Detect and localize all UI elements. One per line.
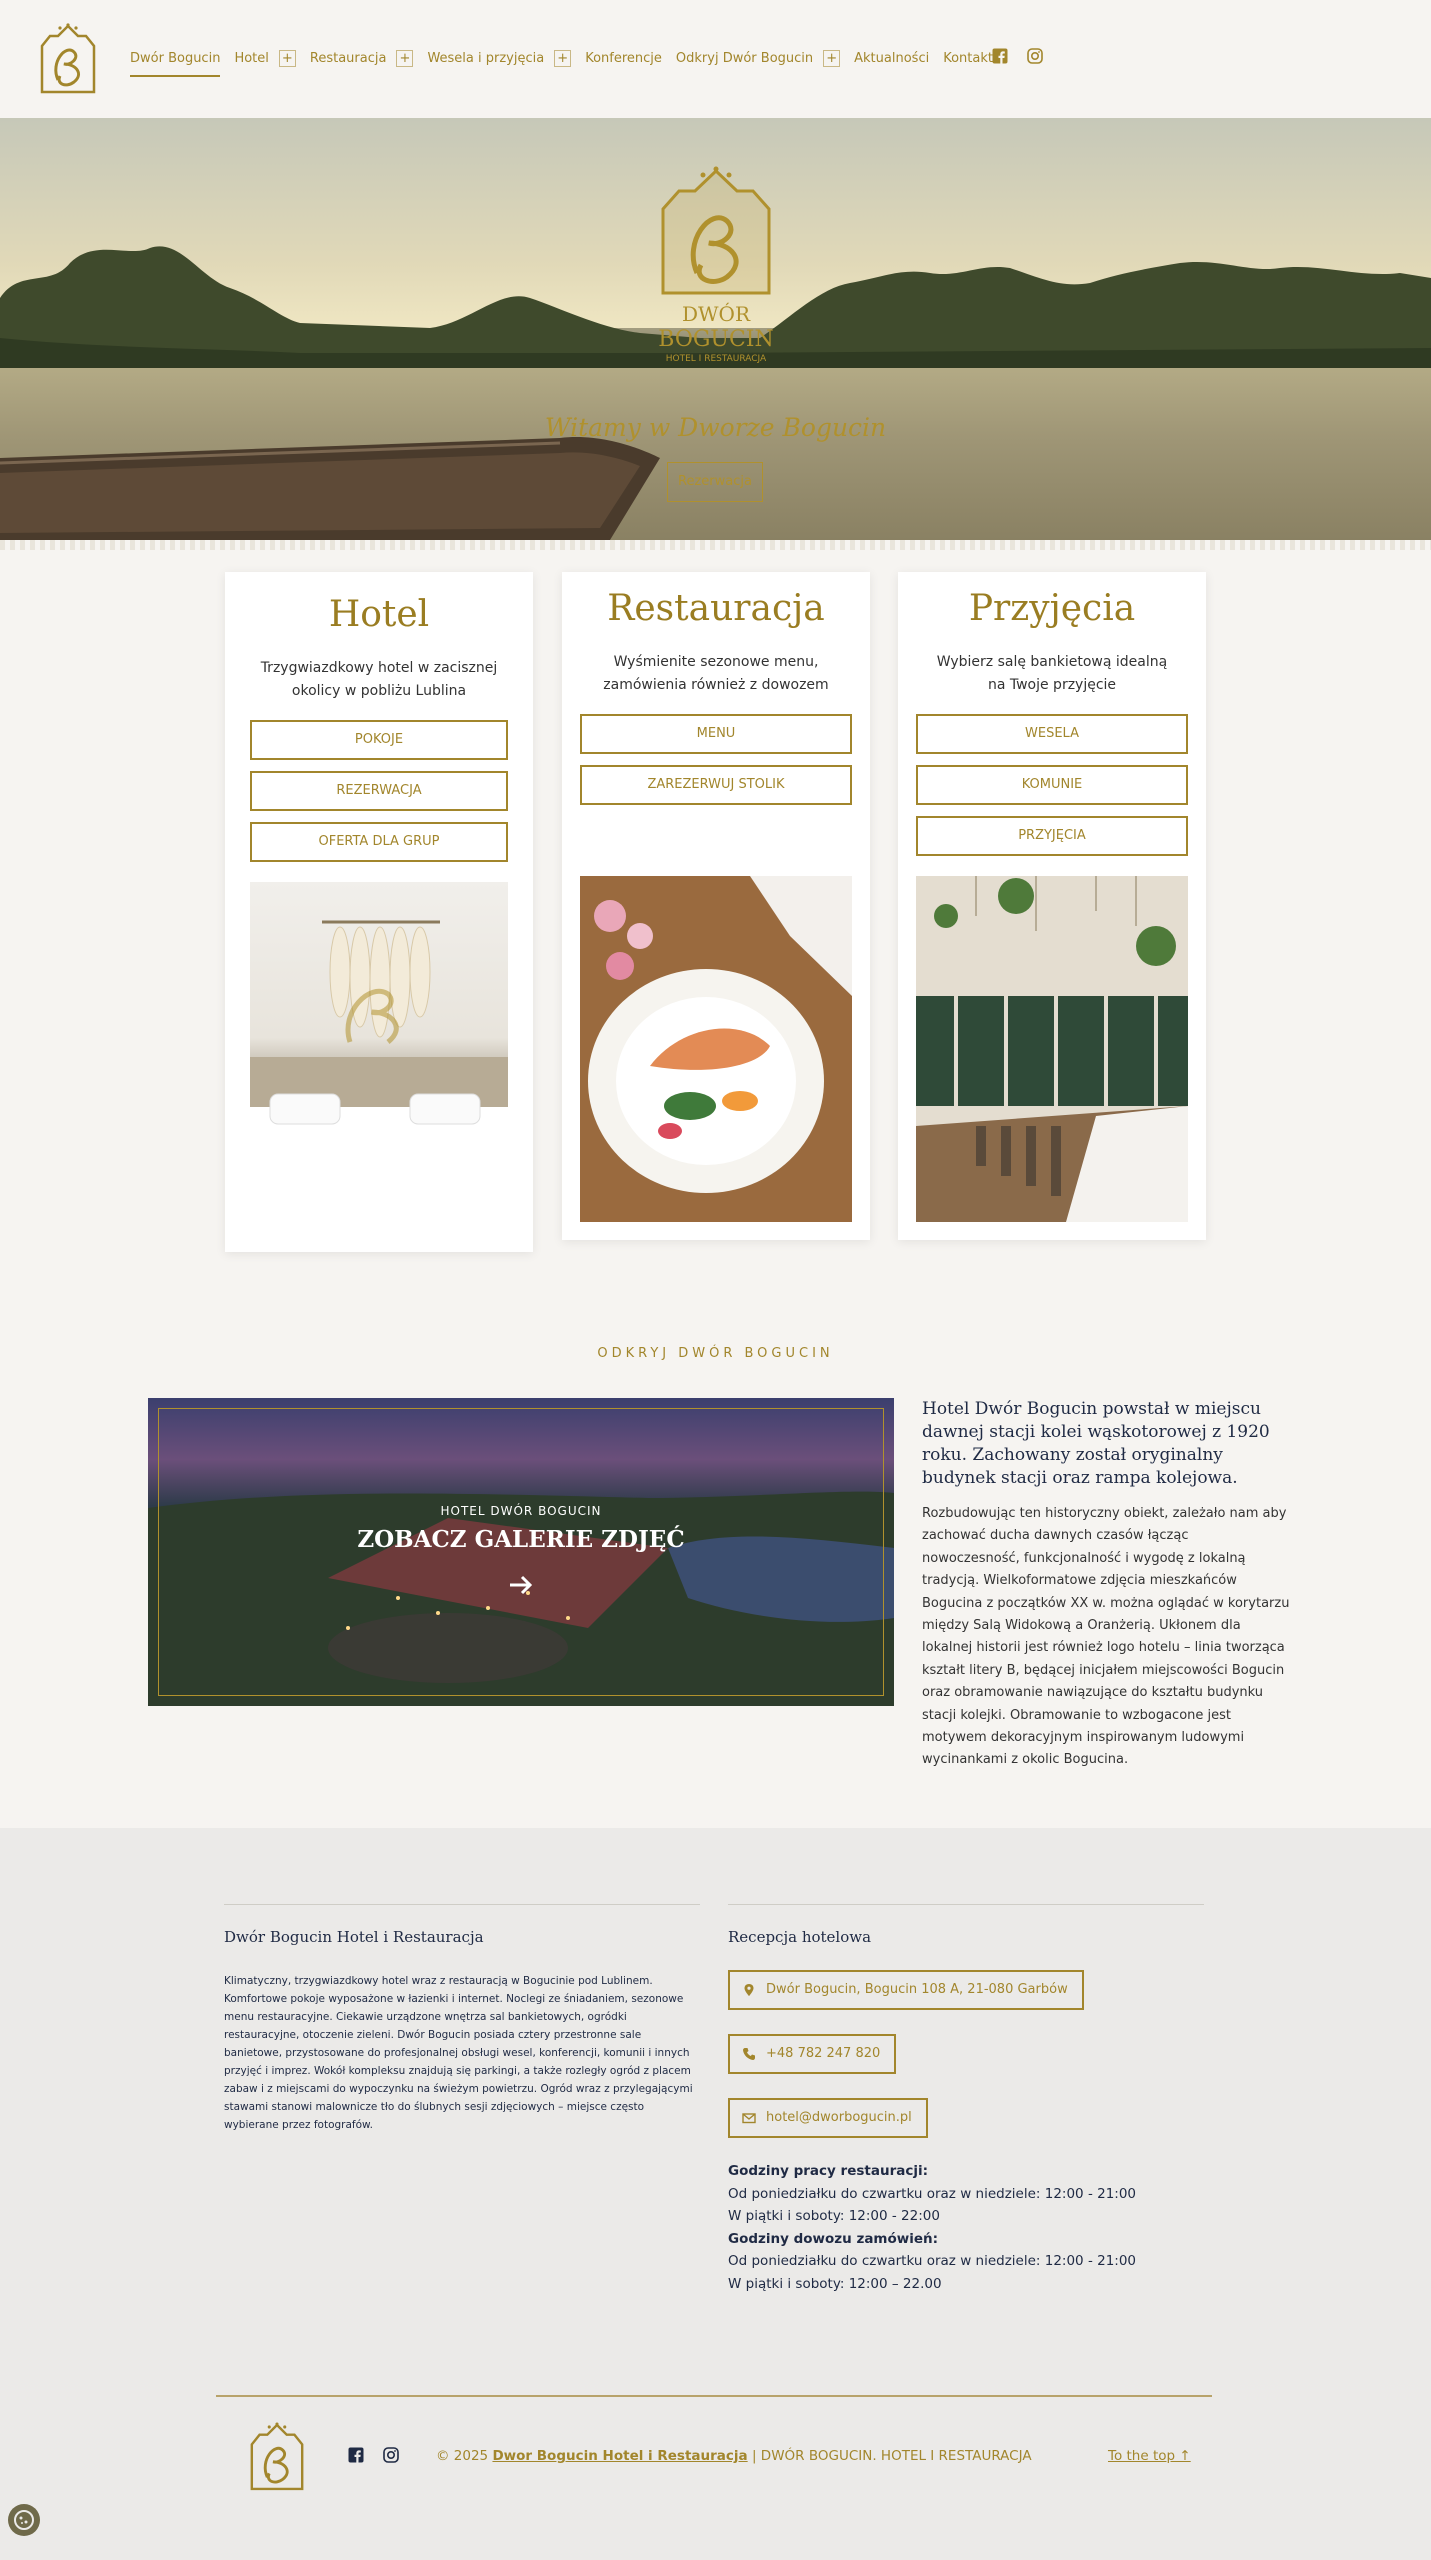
copyright — [436, 2448, 1032, 2464]
instagram-icon[interactable] — [383, 2447, 399, 2463]
copyright-prefix: © 2025 — [436, 2448, 489, 2464]
address-link[interactable] — [728, 1970, 1084, 2010]
banquet-hall-photo[interactable] — [916, 876, 1188, 1222]
hotel-room-illustration — [250, 882, 508, 1228]
hotel-submenu-toggle[interactable]: + — [279, 50, 296, 67]
footer-divider — [224, 1904, 700, 1905]
card-description: Wybierz salę bankietową idealną na Twoje przyjęcie — [936, 654, 1168, 693]
back-to-top-link[interactable]: To the top ↑ — [1108, 2448, 1191, 2464]
hero-reservation-button[interactable]: Rezerwacja — [667, 462, 763, 502]
hero-banner — [0, 118, 1431, 540]
nav-item-conferences[interactable]: Konferencje — [585, 50, 662, 66]
svg-text:HOTEL I RESTAURACJA: HOTEL I RESTAURACJA — [665, 354, 767, 364]
nav-item-discover[interactable]: Odkryj Dwór Bogucin — [675, 50, 814, 66]
restaurant-dish-photo[interactable] — [580, 876, 852, 1222]
card-title: Hotel — [328, 594, 430, 635]
delivery-hours-line: Od poniedziałku do czwartku oraz w niedziele: 12:00 - 21:00 — [728, 2253, 1137, 2270]
card-title: Przyjęcia — [968, 588, 1136, 629]
group-offer-button[interactable]: OFERTA DLA GRUP — [250, 822, 508, 862]
restaurant-hours-heading: Godziny pracy restauracji: — [728, 2163, 928, 2179]
book-table-button[interactable]: ZAREZERWUJ STOLIK — [580, 765, 852, 805]
email-text: hotel@dworbogucin.pl — [766, 2110, 912, 2125]
footer-about-heading: Dwór Bogucin Hotel i Restauracja — [224, 1928, 484, 1946]
dish-illustration — [580, 876, 852, 1222]
restaurant-hours-line: Od poniedziałku do czwartku oraz w niedziele: 12:00 - 21:00 — [728, 2185, 1137, 2202]
email-link[interactable] — [728, 2098, 928, 2138]
svg-text:DWÓR: DWÓR — [681, 302, 751, 326]
envelope-icon — [742, 2111, 756, 2125]
cookie-icon — [8, 2504, 40, 2536]
nav-item-home[interactable]: Dwór Bogucin — [130, 51, 220, 77]
nav-item-restaurant[interactable]: Restauracja — [309, 50, 387, 66]
delivery-hours-heading: Godziny dowozu zamówień: — [728, 2230, 939, 2247]
footer-reception-heading: Recepcja hotelowa — [728, 1928, 872, 1946]
card-restaurant — [562, 572, 870, 1240]
gallery-title[interactable]: ZOBACZ GALERIE ZDJĘĆ — [357, 1526, 685, 1553]
instagram-icon[interactable] — [1027, 48, 1043, 64]
footer-logo[interactable] — [246, 2420, 308, 2492]
gallery-banner[interactable] — [148, 1398, 894, 1706]
hero-logo — [655, 163, 777, 383]
gallery-kicker: HOTEL DWÓR BOGUCIN — [440, 1504, 602, 1518]
card-description: Trzygwiazdkowy hotel w zacisznej okolicy w pobliżu Lublina — [260, 660, 498, 699]
site-header — [0, 0, 1431, 118]
banquet-hall-illustration — [916, 876, 1188, 1222]
facebook-icon[interactable] — [992, 48, 1008, 64]
card-description: Wyśmienite sezonowe menu, zamówienia również z dowozem — [603, 654, 829, 693]
hotel-room-photo[interactable] — [250, 882, 508, 1228]
phone-text: +48 782 247 820 — [766, 2046, 881, 2061]
opening-hours — [728, 2160, 1208, 2296]
nav-item-hotel[interactable]: Hotel — [234, 50, 269, 66]
reservation-button[interactable]: REZERWACJA — [250, 771, 508, 811]
footer-about-text: Klimatyczny, trzygwiazdkowy hotel wraz z restauracją w Bogucinie pod Lublinem. Komfortowe pokoje wyposażone w łazienki i internet. Noclegi ze śniadaniem, sezonowe menu restauracyjne. Ciekawie urządzone wnętrza sal bankietowych, ogródki restauracyjne, otoczenie zieleni. Dwór Bogucin posiada cztery przestronne sale banietowe, przystosowane do profesjonalnej obsługi wesel, konferencji, komunii i innych przyjęć i imprez. Wokół kompleksu znajdują się parkingi, a także rozległy ogród z placem zabaw i z miejscami do wypoczynku na świeżym powietrzu. Ogród wraz z przylegającymi stawami stanowi malownicze tło do ślubnych sesji zdjęciowych – miejsce często wybierane przez fotografów. — [224, 1975, 693, 2131]
discover-kicker: ODKRYJ DWÓR BOGUCIN — [597, 1346, 834, 1361]
address-text: Dwór Bogucin, Bogucin 108 A, 21-080 Garbów — [766, 1982, 1068, 1997]
map-pin-icon — [742, 1983, 756, 1997]
delivery-hours-line: W piątki i soboty: 12:00 – 22.00 — [728, 2275, 942, 2292]
facebook-icon[interactable] — [348, 2447, 364, 2463]
menu-button[interactable]: MENU — [580, 714, 852, 754]
hero-welcome-heading: Witamy w Dworze Bogucin — [544, 413, 887, 442]
nav-item-contact[interactable]: Kontakt — [943, 50, 993, 66]
hero-decorative-edge — [0, 540, 1431, 550]
card-receptions — [898, 572, 1206, 1240]
nav-item-weddings[interactable]: Wesela i przyjęcia — [427, 50, 545, 66]
card-title: Restauracja — [607, 588, 825, 629]
phone-link[interactable] — [728, 2034, 896, 2074]
discover-submenu-toggle[interactable]: + — [823, 50, 840, 67]
phone-icon — [742, 2047, 756, 2061]
card-hotel — [225, 572, 533, 1252]
footer-bottom-divider — [216, 2395, 1212, 2397]
site-logo[interactable] — [36, 22, 100, 94]
parties-button[interactable]: PRZYJĘCIA — [916, 816, 1188, 856]
copyright-brand-link[interactable]: Dwor Bogucin Hotel i Restauracja — [492, 2448, 748, 2464]
restaurant-hours-line: W piątki i soboty: 12:00 - 22:00 — [728, 2208, 940, 2225]
footer-divider — [728, 1904, 1204, 1905]
discover-lead: Hotel Dwór Bogucin powstał w miejscu dawnej stacji kolei wąskotorowej z 1920 roku. Zachowany został oryginalny budynek stacji oraz rampa kolejowa. — [922, 1399, 1270, 1488]
main-nav — [130, 46, 1007, 70]
weddings-submenu-toggle[interactable]: + — [554, 50, 571, 67]
rooms-button[interactable]: POKOJE — [250, 720, 508, 760]
discover-body: Rozbudowując ten historyczny obiekt, zależało nam aby zachować ducha dawnych czasów łącząc nowoczesność, funkcjonalność i wygodę z lokalną tradycją. Wielkoformatowe zdjęcia mieszkańców Bogucina z początków XX w. można oglądać w korytarzu między Salą Widokową a Oranżerią. Ukłonem dla lokalnej historii jest również logo hotelu – linia tworząca kształt litery B, będącej inicjałem miejscowości Bogucin oraz obramowanie nawiązujące do kształtu budynku stacji kolejki. Obramowanie to wzbogacone jest motywem dekoracyjnym inspirowanym ludowymi wycinankami z okolic Bogucina. — [922, 1506, 1290, 1768]
restaurant-submenu-toggle[interactable]: + — [396, 50, 413, 67]
weddings-button[interactable]: WESELA — [916, 714, 1188, 754]
cookie-settings-button[interactable] — [8, 2504, 40, 2536]
communions-button[interactable]: KOMUNIE — [916, 765, 1188, 805]
arrow-right-icon[interactable] — [506, 1570, 536, 1600]
copyright-suffix: | DWÓR BOGUCIN. HOTEL I RESTAURACJA — [751, 2448, 1032, 2464]
svg-text:BOGUCIN: BOGUCIN — [658, 327, 774, 352]
nav-item-news[interactable]: Aktualności — [854, 50, 930, 66]
